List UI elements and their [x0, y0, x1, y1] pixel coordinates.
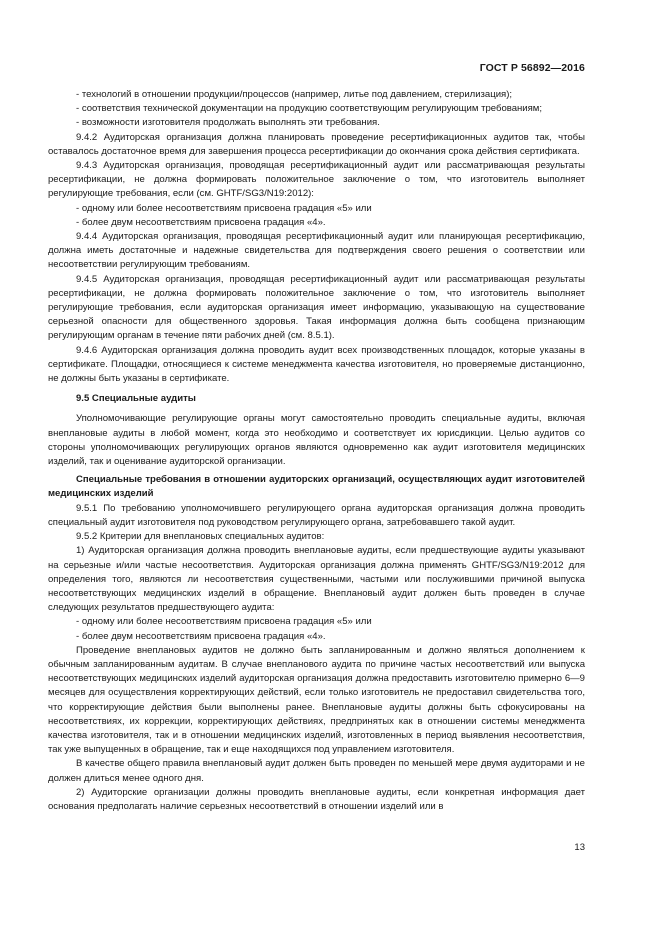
section-heading: 9.5 Специальные аудиты [76, 393, 196, 405]
paragraph: 9.4.6 Аудиторская организация должна проводить аудит всех производственных площадок, которые указаны в сертификате. Площадки, относящиеся к системе менеджмента качества изготовителя, но проверяемые дистанционно, не должны быть указаны в сертификате. [48, 344, 585, 385]
list-item: - одному или более несоответствиям присвоена градация «5» или [76, 202, 372, 214]
list-item: - более двум несоответствиям присвоена градация «4». [76, 216, 326, 228]
paragraph: Уполномочивающие регулирующие органы могут самостоятельно проводить специальные аудиты, включая внеплановые аудиты в любой момент, когда это необходимо и соответствует их юрисдикции. Целью аудитов со стороны уполномочивающих регулирующих органов являются одновременно как аудит изготовителя медицинских изделий, так и оценивание аудиторской организации. [48, 413, 585, 468]
paragraph: В качестве общего правила внеплановый аудит должен быть проведен по меньшей мере двумя аудиторами и не должен длиться менее одного дня. [48, 758, 585, 784]
paragraph: 2) Аудиторские организации должны проводить внеплановые аудиты, если конкретная информация дает основания предполагать наличие серьезных несоответствий в отношении изделий или в [48, 786, 585, 812]
page-number: 13 [574, 842, 585, 853]
standard-header: ГОСТ Р 56892—2016 [479, 62, 585, 74]
paragraph: 9.4.3 Аудиторская организация, проводящая ресертификационный аудит или рассматривающая результаты ресертификации, не должна формировать положительное заключение о том, что изготовитель выполняет регулирующие требования, если (см. GHTF/SG3/N19:2012): [48, 160, 585, 200]
list-item: - одному или более несоответствиям присвоена градация «5» или [76, 616, 372, 628]
paragraph: 9.5.2 Критерии для внеплановых специальных аудитов: [76, 531, 325, 543]
subsection-heading: Специальные требования в отношении аудиторских организаций, осуществляющих аудит изготовителей медицинских изделий [48, 474, 585, 500]
paragraph: Проведение внеплановых аудитов не должно быть запланированным и должно являться дополнением к обычным запланированным аудитам. В случае внепланового аудита по причине частых несоответствий или выпуска несоответствующих медицинских изделий аудиторская организация должна предоставить изготовителю примерно 6—9 месяцев для осуществления корректирующих действий, если только изготовитель не предоставил свидетельства того, что корректирующие действия были выполнены ранее. Внеплановые аудиты должны быть сфокусированы на несоответствиях, их коррекции, корректирующих действиях, предпринятых как в отношении системы менеджмента качества изготовителя, так и в отношении медицинских изделий, изготовленных в период выявления несоответствия, так уже выпущенных в обращение, так и еще находящихся под управлением изготовителя. [48, 644, 585, 756]
list-item: - возможности изготовителя продолжать выполнять эти требования. [76, 117, 380, 129]
document-body [48, 88, 585, 814]
paragraph: 9.5.1 По требованию уполномочившего регулирующего органа аудиторская организация должна проводить специальный аудит изготовителя под руководством регулирующего органа, затребовавшего такой аудит. [48, 502, 585, 528]
paragraph: 9.4.5 Аудиторская организация, проводящая ресертификационный аудит или рассматривающая результаты ресертификации, не должна формировать положительное заключение о том, что изготовитель выполняет регулирующие требования, если аудиторская организация имеет информацию, указывающую на существование серьезной опасности для общественного здоровья. Такая информация должна быть сообщена признающим регулирующим органам в течение пяти рабочих дней (см. 8.5.1). [48, 273, 585, 342]
paragraph: 9.4.2 Аудиторская организация должна планировать проведение ресертификационных аудитов так, чтобы оставалось достаточное время для завершения процесса ресертификации до окончания срока действия сертификата. [48, 131, 585, 157]
list-item: - более двум несоответствиям присвоена градация «4». [76, 630, 326, 642]
paragraph: 1) Аудиторская организация должна проводить внеплановые аудиты, если предшествующие аудиты указывают на серьезные и/или частые несоответствия. Аудиторская организация должна применять GHTF/SG3/N19:2012 для определения того, являются ли несоответствия существенными, частыми или послужившими причиной выпуска несоответствующих медицинских изделий в обращение. Внеплановый аудит должен быть проведен в случае следующих результатов предшествующего аудита: [48, 545, 585, 614]
list-item: - технологий в отношении продукции/процессов (например, литье под давлением, стерилизация); [76, 89, 513, 100]
paragraph: 9.4.4 Аудиторская организация, проводящая ресертификационный аудит или планирующая ресертификацию, должна иметь достаточные и надежные свидетельства для подтверждения своего решения о соответствии или несоответствии регулирующим требованиям. [48, 231, 585, 271]
list-item: - соответствия технической документации на продукцию соответствующим регулирующим требованиям; [76, 103, 543, 115]
